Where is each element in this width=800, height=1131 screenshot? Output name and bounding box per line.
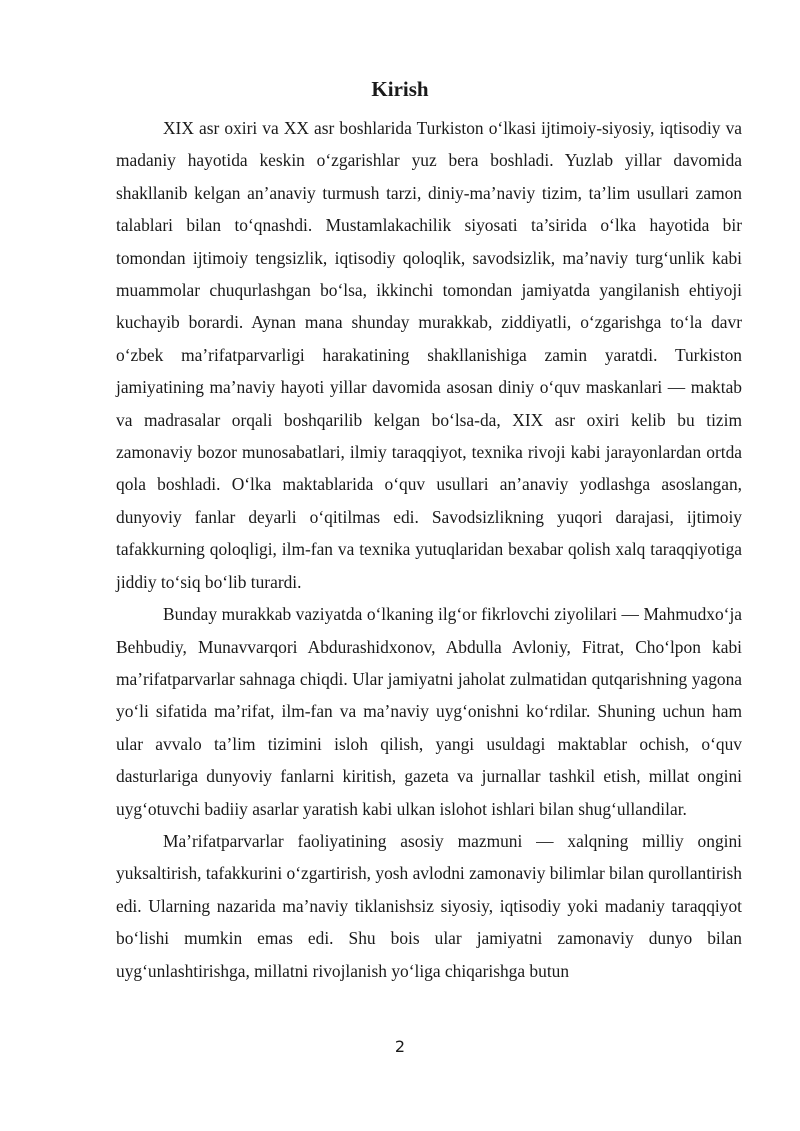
- paragraph: Ma’rifatparvarlar faoliyatining asosiy mazmuni — xalqning milliy ongini yuksaltirish, tafakkurini o‘zgartirish, yosh avlodni zamonaviy bilimlar bilan qurollantirish edi. Ularning nazarida ma’naviy tiklanishsiz siyosiy, iqtisodiy yoki madaniy taraqqiyot bo‘lishi mumkin emas edi. Shu bois ular jamiyatni zamonaviy dunyo bilan uyg‘unlashtirishga, millatni rivojlanish yo‘liga chiqarishga butun: [116, 830, 742, 981]
- paragraph: Bunday murakkab vaziyatda o‘lkaning ilg‘or fikrlovchi ziyolilari — Mahmudxo‘ja Behbudiy, Munavvarqori Abdurashidxonov, Abdulla Avloniy, Fitrat, Cho‘lpon kabi ma’rifatparvarlar sahnaga chiqdi. Ular jamiyatni jaholat zulmatidan qutqarishning yagona yo‘li sifatida ma’rifat, ilm-fan va ma’naviy uyg‘onishni ko‘rdilar. Shuning uchun ham ular avvalo ta’lim tizimini isloh qilish, yangi usuldagi maktablar ochish, o‘quv dasturlariga dunyoviy fanlarni kiritish, gazeta va jurnallar tashkil etish, millat ongini uyg‘otuvchi badiiy asarlar yaratish kabi ulkan islohot ishlari bilan shug‘ullandilar.: [116, 604, 742, 819]
- paragraph: XIX asr oxiri va XX asr boshlarida Turkiston o‘lkasi ijtimoiy-siyosiy, iqtisodiy va madaniy hayotida keskin o‘zgarishlar yuz bera boshladi. Yuzlab yillar davomida shakllanib kelgan an’anaviy turmush tarzi, diniy-ma’naviy tizim, ta’lim usullari zamon talablari bilan to‘qnashdi. Mustamlakachilik siyosati ta’sirida o‘lka hayotida bir tomondan ijtimoiy tengsizlik, iqtisodiy qoloqlik, savodsizlik, ma’naviy turg‘unlik kabi muammolar chuqurlashgan bo‘lsa, ikkinchi tomondan jamiyatda yangilanish ehtiyoji kuchayib borardi. Aynan mana shunday murakkab, ziddiyatli, o‘zgarishga to‘la davr o‘zbek ma’rifatparvarligi harakatining shakllanishiga zamin yaratdi. Turkiston jamiyatining ma’naviy hayoti yillar davomida asosan diniy o‘quv maskanlari — maktab va madrasalar orqali boshqarilib kelgan bo‘lsa-da, XIX asr oxiri kelib bu tizim zamonaviy bozor munosabatlari, ilmiy taraqqiyot, texnika rivoji kabi jarayonlardan ortda qola boshladi. O‘lka maktablarida o‘quv usullari an’anaviy yodlashga asoslangan, dunyoviy fanlar deyarli o‘qitilmas edi. Savodsizlikning yuqori darajasi, ijtimoiy tafakkurning qoloqligi, ilm-fan va texnika yutuqlaridan bexabar qolish xalq taraqqiyotiga jiddiy to‘siq bo‘lib turardi.: [116, 118, 742, 592]
- page-title: Kirish: [371, 77, 429, 101]
- body-text: [116, 112, 742, 987]
- page-number: 2: [394, 1037, 406, 1056]
